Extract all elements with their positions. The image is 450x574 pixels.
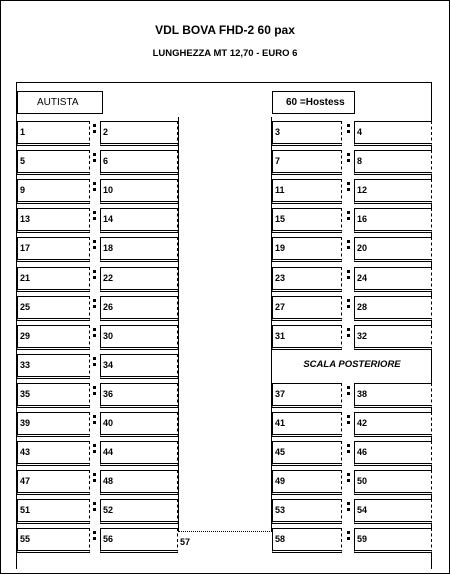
seat-divider <box>346 150 352 175</box>
seat-59: 59 <box>354 528 432 553</box>
seat-7: 7 <box>272 150 342 175</box>
seat-17: 17 <box>17 237 90 262</box>
seat-divider <box>92 383 98 408</box>
seat-divider <box>92 237 98 262</box>
seat-divider <box>346 296 352 321</box>
seat-41: 41 <box>272 412 342 437</box>
seat-divider <box>92 441 98 466</box>
seat-divider <box>346 121 352 146</box>
seat-24: 24 <box>354 267 432 292</box>
seat-27: 27 <box>272 296 342 321</box>
seat-4: 4 <box>354 121 432 146</box>
seat-18: 18 <box>100 237 178 262</box>
seat-32: 32 <box>354 325 432 350</box>
seat-divider <box>346 237 352 262</box>
seat-divider <box>346 383 352 408</box>
seat-divider <box>92 179 98 204</box>
seat-43: 43 <box>17 441 90 466</box>
seat-35: 35 <box>17 383 90 408</box>
diagram-title: VDL BOVA FHD-2 60 pax <box>155 23 295 37</box>
seat-12: 12 <box>354 179 432 204</box>
seat-53: 53 <box>272 499 342 524</box>
seat-56: 56 <box>100 528 178 553</box>
seat-45: 45 <box>272 441 342 466</box>
seat-divider <box>92 499 98 524</box>
seat-5: 5 <box>17 150 90 175</box>
seat-divider <box>346 179 352 204</box>
seat-13: 13 <box>17 208 90 233</box>
seat-37: 37 <box>272 383 342 408</box>
seat-16: 16 <box>354 208 432 233</box>
seat-divider <box>346 412 352 437</box>
seat-49: 49 <box>272 470 342 495</box>
seat-39: 39 <box>17 412 90 437</box>
seat-divider <box>92 325 98 350</box>
seat-52: 52 <box>100 499 178 524</box>
seat-divider <box>346 267 352 292</box>
seat-34: 34 <box>100 354 178 379</box>
seat-40: 40 <box>100 412 178 437</box>
seat-11: 11 <box>272 179 342 204</box>
seat-23: 23 <box>272 267 342 292</box>
seat-15: 15 <box>272 208 342 233</box>
seat-47: 47 <box>17 470 90 495</box>
seat-26: 26 <box>100 296 178 321</box>
seat-divider <box>92 150 98 175</box>
seat-divider <box>346 441 352 466</box>
hostess-box: 60 =Hostess <box>272 91 355 114</box>
seat-38: 38 <box>354 383 432 408</box>
seat-21: 21 <box>17 267 90 292</box>
seat-14: 14 <box>100 208 178 233</box>
seat-divider <box>346 528 352 553</box>
seat-58: 58 <box>272 528 342 553</box>
seat-25: 25 <box>17 296 90 321</box>
seat-57: 57 <box>178 531 272 559</box>
seat-36: 36 <box>100 383 178 408</box>
seat-22: 22 <box>100 267 178 292</box>
seat-54: 54 <box>354 499 432 524</box>
seat-divider <box>92 267 98 292</box>
seat-divider <box>346 470 352 495</box>
seat-19: 19 <box>272 237 342 262</box>
seat-20: 20 <box>354 237 432 262</box>
aisle-left-edge <box>178 117 179 531</box>
seat-28: 28 <box>354 296 432 321</box>
seat-8: 8 <box>354 150 432 175</box>
seat-divider <box>346 325 352 350</box>
seat-10: 10 <box>100 179 178 204</box>
seat-divider <box>92 470 98 495</box>
seat-46: 46 <box>354 441 432 466</box>
seat-divider <box>92 208 98 233</box>
seat-divider <box>92 412 98 437</box>
seat-50: 50 <box>354 470 432 495</box>
rear-stair-label: SCALA POSTERIORE <box>303 358 401 370</box>
seat-3: 3 <box>272 121 342 146</box>
seat-divider <box>346 208 352 233</box>
seat-9: 9 <box>17 179 90 204</box>
seat-divider <box>92 528 98 553</box>
seat-divider <box>92 121 98 146</box>
diagram-subtitle: LUNGHEZZA MT 12,70 - EURO 6 <box>152 48 298 59</box>
seat-6: 6 <box>100 150 178 175</box>
seat-55: 55 <box>17 528 90 553</box>
seat-divider <box>346 499 352 524</box>
seat-31: 31 <box>272 325 342 350</box>
seat-30: 30 <box>100 325 178 350</box>
seat-29: 29 <box>17 325 90 350</box>
seat-2: 2 <box>100 121 178 146</box>
seat-divider <box>92 296 98 321</box>
driver-box: AUTISTA <box>17 91 103 114</box>
seat-divider <box>92 354 98 379</box>
seat-42: 42 <box>354 412 432 437</box>
seat-1: 1 <box>17 121 90 146</box>
seat-33: 33 <box>17 354 90 379</box>
seat-44: 44 <box>100 441 178 466</box>
seat-51: 51 <box>17 499 90 524</box>
seat-48: 48 <box>100 470 178 495</box>
